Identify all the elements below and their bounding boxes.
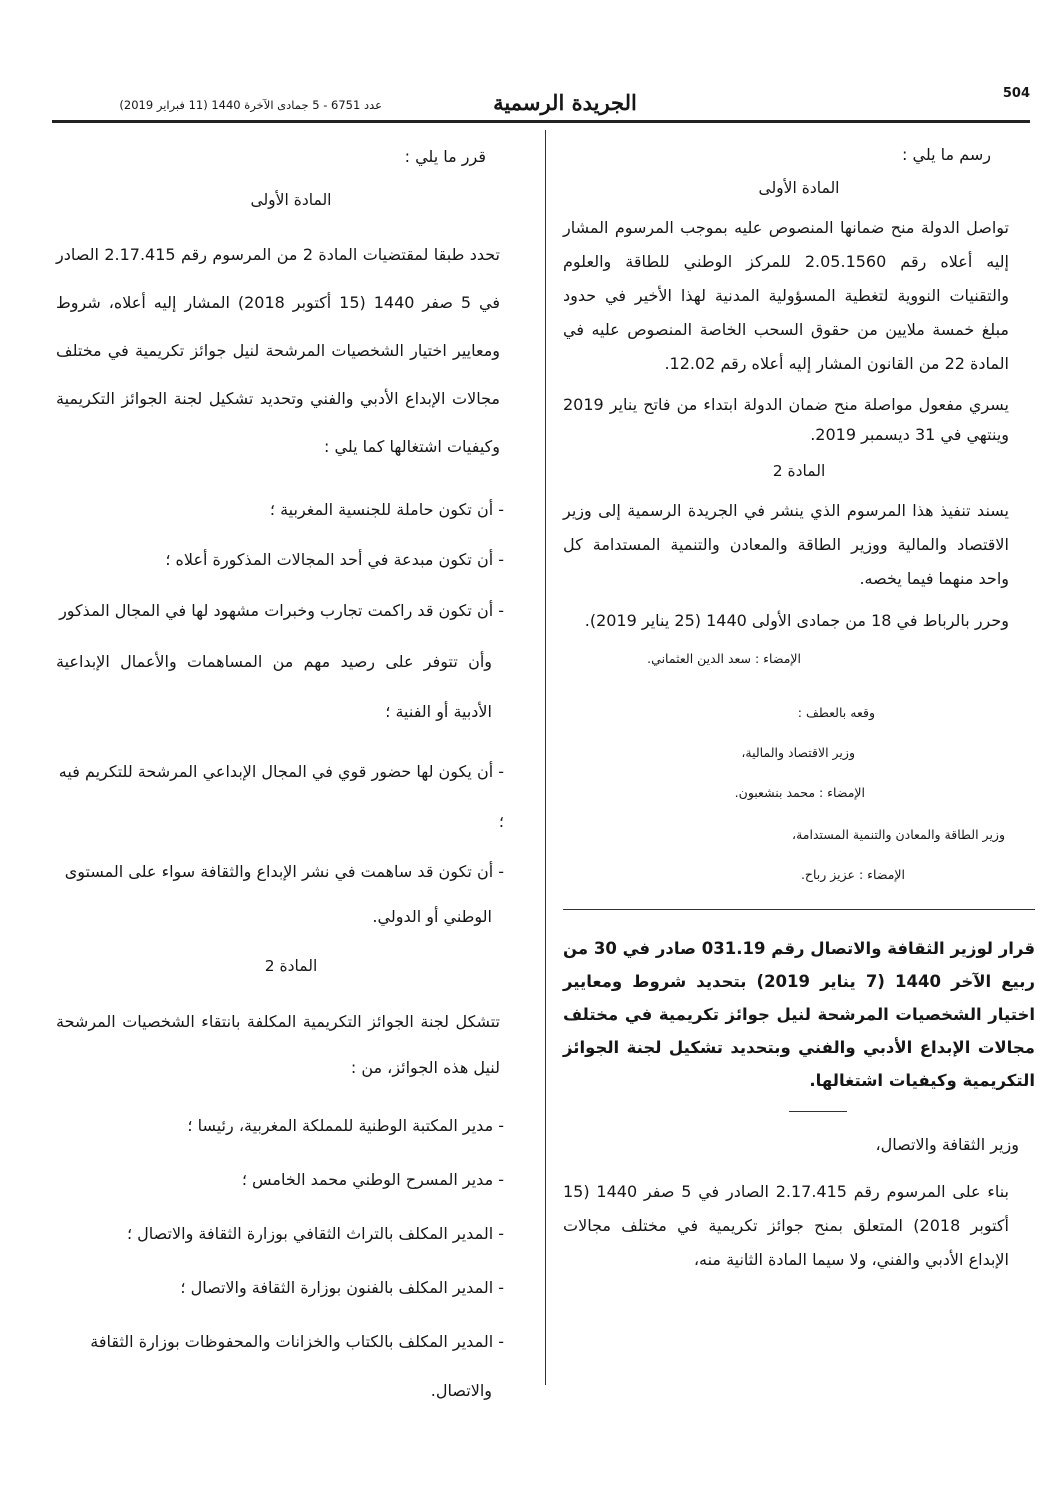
condition-item: الوطني أو الدولي. (372, 907, 492, 926)
validity-text: يسري مفعول مواصلة منح ضمان الدولة ابتداء من فاتح يناير 2019 وينتهي في 31 ديسمبر 2019. (563, 395, 1009, 444)
condition-item: - أن تكون مبدعة في أحد المجالات المذكورة أعلاه ؛ (165, 550, 504, 569)
issue-info: عدد 6751 - 5 جمادى الآخرة 1440 (11 فبراير 2019) (119, 98, 382, 112)
right-column (563, 138, 1035, 1277)
article-2-heading: المادة 2 (772, 462, 826, 480)
decision-title: قرار لوزير الثقافة والاتصال رقم 031.19 صادر في 30 من ربيع الآخر 1440 (7 يناير 2019) بتحديد شروط ومعايير اختيار الشخصيات المرشحة لنيل جوائز تكريمية في مختلف مجالات الإبداع الأدبي والفني وبتحديد تشكيل لجنة الجوائز التكريمية وكيفيات اشتغالها. (563, 939, 1035, 1090)
decision-article-1-heading: المادة الأولى (250, 191, 332, 209)
committee-member: - مدير المسرح الوطني محمد الخامس ؛ (241, 1170, 504, 1189)
committee-member: - المدير المكلف بالكتاب والخزانات والمحفوظات بوزارة الثقافة (90, 1332, 504, 1351)
done-at: وحرر بالرباط في 18 من جمادى الأولى 1440 (25 يناير 2019). (584, 611, 1009, 630)
minister-economy: وزير الاقتصاد والمالية، (741, 745, 855, 760)
whereas-clause: بناء على المرسوم رقم 2.17.415 الصادر في 5 صفر 1440 (15 أكتوبر 2018) المتعلق بمنح جوائز تكريمية في مختلف مجالات الإبداع الأدبي والفني، ولا سيما المادة الثانية منه، (563, 1182, 1010, 1269)
decision-article-2-heading: المادة 2 (264, 957, 318, 975)
condition-item: وأن تتوفر على رصيد مهم من المساهمات والأعمال الإبداعية الأدبية أو الفنية ؛ (56, 652, 492, 721)
committee-member: والاتصال. (430, 1381, 492, 1400)
committee-member: - مدير المكتبة الوطنية للمملكة المغربية، رئيسا ؛ (187, 1116, 504, 1135)
condition-item: - أن تكون قد ساهمت في نشر الإبداع والثقافة سواء على المستوى (64, 862, 504, 881)
minister-energy: وزير الطاقة والمعادن والتنمية المستدامة، (792, 827, 1005, 842)
decision-article-1-text: تحدد طبقا لمقتضيات المادة 2 من المرسوم رقم 2.17.415 الصادر في 5 صفر 1440 (15 أكتوبر 2018) المشار إليه أعلاه، شروط ومعايير اختيار الشخصيات المرشحة لنيل جوائز تكريمية في مختلف مجالات الإبداع الأدبي والفني وتحديد تشكيل لجنة الجوائز التكريمية وكيفيات اشتغالها كما يلي : (56, 245, 501, 456)
article-1-heading: المادة الأولى (758, 179, 840, 197)
section-separator (563, 909, 1035, 910)
decree-intro: رسم ما يلي : (902, 145, 991, 164)
condition-item: - أن تكون حاملة للجنسية المغربية ؛ (269, 500, 504, 519)
header-rule (52, 120, 1030, 123)
left-column (56, 140, 526, 1413)
gazette-title: الجريدة الرسمية (493, 90, 637, 115)
minister-culture: وزير الثقافة والاتصال، (875, 1135, 1019, 1154)
condition-item: - أن يكون لها حضور قوي في المجال الإبداعي المرشحة للتكريم فيه ؛ (58, 762, 504, 831)
article-1-text: تواصل الدولة منح ضمانها المنصوص عليه بموجب المرسوم المشار إليه أعلاه رقم 2.05.1560 للمركز الوطني للطاقة والعلوم والتقنيات النووية لتغطية المسؤولية المدنية لهذا الأخير في حدود مبلغ خمسة ملايين من حقوق السحب الخاصة المنصوص عليه في المادة 22 من القانون المشار إليه أعلاه رقم 12.02. (563, 218, 1009, 373)
decision-intro: قرر ما يلي : (404, 147, 486, 166)
page-number: 504 (1002, 86, 1030, 101)
condition-item: - أن تكون قد راكمت تجارب وخبرات مشهود لها في المجال المذكور (59, 601, 504, 620)
article-2-text: يسند تنفيذ هذا المرسوم الذي ينشر في الجريدة الرسمية إلى وزير الاقتصاد والمالية ووزير الطاقة والمعادن والتنمية المستدامة كل واحد منهما فيما يخصه. (563, 501, 1009, 588)
signature-energy: الإمضاء : عزيز رباح. (800, 867, 905, 882)
title-underline (789, 1111, 847, 1112)
signature-economy: الإمضاء : محمد بنشعبون. (734, 785, 865, 800)
committee-member: - المدير المكلف بالفنون بوزارة الثقافة والاتصال ؛ (180, 1278, 504, 1297)
committee-member: - المدير المكلف بالتراث الثقافي بوزارة الثقافة والاتصال ؛ (127, 1224, 504, 1243)
decision-article-2-text: تتشكل لجنة الجوائز التكريمية المكلفة بانتقاء الشخصيات المرشحة لنيل هذه الجوائز، من : (56, 1012, 500, 1077)
countersigned-label: وقعه بالعطف : (797, 705, 875, 720)
column-divider (545, 130, 546, 1385)
signature-prime-minister: الإمضاء : سعد الدين العثماني. (647, 651, 801, 666)
